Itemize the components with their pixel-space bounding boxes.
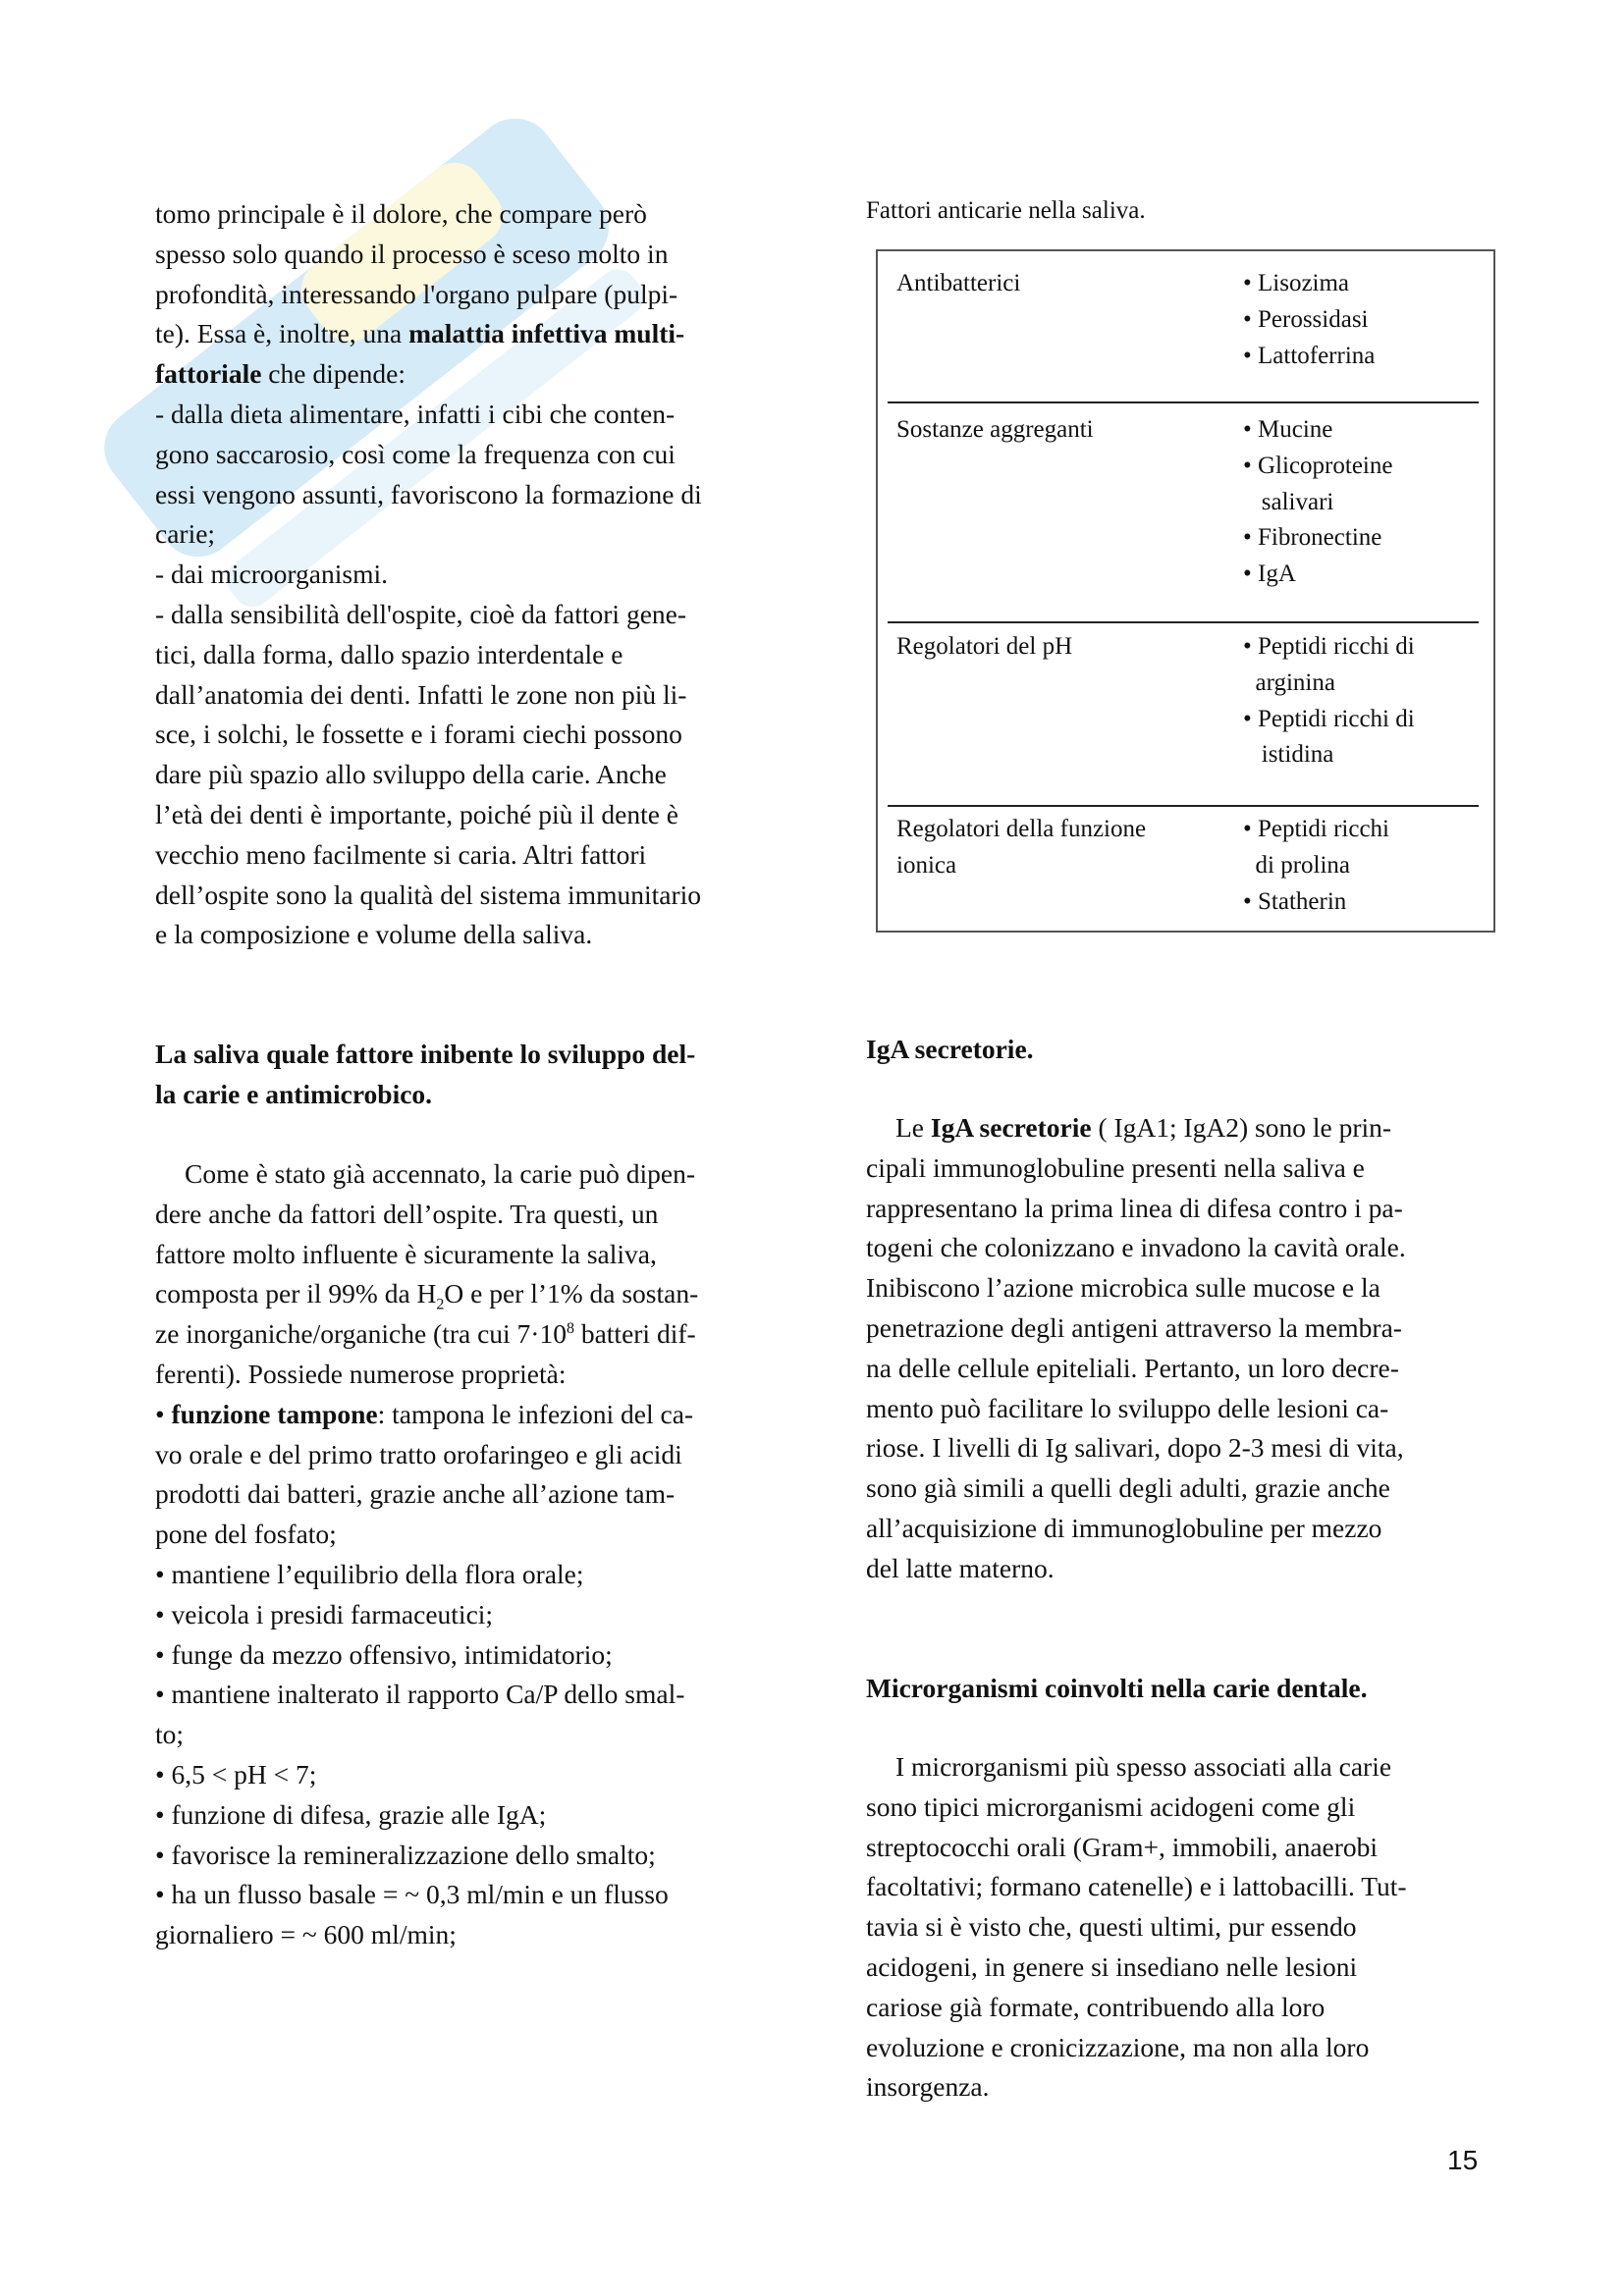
text-segment: • funge da mezzo offensivo, intimidatorio; xyxy=(155,1638,613,1670)
text-segment: • funzione di difesa, grazie alle IgA; xyxy=(155,1798,547,1830)
text-segment: I microrganismi più spesso associati alla carie xyxy=(895,1751,1392,1782)
text-line xyxy=(155,1395,698,1435)
text-segment: dare più spazio allo sviluppo della carie. Anche xyxy=(155,759,667,790)
text-segment: insorgenza. xyxy=(866,2071,990,2103)
text-line xyxy=(155,1474,698,1515)
text-line xyxy=(155,395,702,435)
text-line xyxy=(866,1268,1406,1308)
text-line xyxy=(866,1148,1406,1189)
text-segment: cipali immunoglobuline presenti nella saliva e xyxy=(866,1151,1365,1183)
text-segment: cariose già formate, contribuendo alla loro xyxy=(866,1991,1326,2022)
text-segment: ( IgA1; IgA2) sono le prin- xyxy=(1091,1112,1392,1143)
list-item: • Glicoproteine xyxy=(1243,452,1393,479)
text-segment: vo orale e del primo tratto orofaringeo e gli acidi xyxy=(155,1438,682,1469)
text-line xyxy=(155,235,702,275)
label-line: Regolatori della funzione xyxy=(896,816,1147,842)
saliva-section-heading xyxy=(155,1035,695,1115)
heading-line: la carie e antimicrobico. xyxy=(155,1078,433,1109)
text-segment: rappresentano la prima linea di difesa contro i pa- xyxy=(866,1192,1403,1223)
text-line xyxy=(866,1428,1406,1468)
list-item: di prolina xyxy=(1243,851,1351,879)
text-segment: - dalla sensibilità dell'ospite, cioè da fattori gene- xyxy=(155,598,687,629)
text-line xyxy=(155,876,702,916)
microorganisms-paragraph xyxy=(866,1747,1407,2108)
text-line xyxy=(155,1675,698,1715)
text-line xyxy=(155,1235,698,1275)
text-line xyxy=(155,354,702,395)
text-segment: funzione tampone xyxy=(171,1398,378,1429)
text-line xyxy=(866,1189,1406,1229)
text-segment: fattore molto influente è sicuramente la saliva, xyxy=(155,1238,657,1269)
label-line: Regolatori del pH xyxy=(896,633,1073,660)
text-line xyxy=(155,1795,698,1836)
table-row-items xyxy=(1243,812,1389,920)
text-segment: - dalla dieta alimentare, infatti i cibi che conten- xyxy=(155,398,676,429)
text-segment: prodotti dai batteri, grazie anche all’azione tam- xyxy=(155,1478,676,1510)
text-line xyxy=(155,715,702,755)
text-line xyxy=(866,1988,1407,2028)
text-line xyxy=(155,1435,698,1475)
text-line xyxy=(866,1228,1406,1268)
text-segment: sono tipici microrganismi acidogeni come gli xyxy=(866,1790,1356,1822)
list-item: salivari xyxy=(1243,488,1334,515)
text-line xyxy=(155,1355,698,1395)
text-segment: malattia infettiva multi- xyxy=(408,318,685,349)
text-line xyxy=(866,2028,1407,2068)
text-segment: evoluzione e cronicizzazione, ma non alla loro xyxy=(866,2031,1370,2062)
table-divider xyxy=(888,805,1479,807)
text-segment: gono saccarosio, così come la frequenza con cui xyxy=(155,438,676,469)
table-row-label xyxy=(896,812,1146,884)
text-line xyxy=(155,1635,698,1676)
text-line xyxy=(866,1907,1407,1948)
text-segment: tomo principale è il dolore, che compare però xyxy=(155,198,647,229)
text-line xyxy=(155,1555,698,1595)
text-segment: acidogeni, in genere si insediano nelle lesioni xyxy=(866,1950,1358,1982)
text-segment: giornaliero = ~ 600 ml/min; xyxy=(155,1919,457,1950)
text-line xyxy=(155,1915,698,1955)
text-segment: IgA secretorie xyxy=(930,1112,1092,1143)
text-segment: 2 xyxy=(436,1296,445,1313)
table-row-items xyxy=(1243,629,1415,774)
text-segment: vecchio meno facilmente si caria. Altri fattori xyxy=(155,838,647,870)
table-row-label xyxy=(896,629,1072,666)
text-segment: • favorisce la remineralizzazione dello smalto; xyxy=(155,1839,656,1870)
text-line xyxy=(866,1788,1407,1828)
text-line xyxy=(866,1349,1406,1389)
text-line xyxy=(155,314,702,354)
text-segment: • veicola i presidi farmaceutici; xyxy=(155,1598,494,1629)
saliva-paragraph xyxy=(155,1154,698,1955)
text-line xyxy=(155,635,702,675)
text-line xyxy=(155,1515,698,1555)
text-line xyxy=(866,1867,1407,1907)
text-segment: penetrazione degli antigeni attraverso la membra- xyxy=(866,1311,1402,1343)
text-segment: streptococchi orali (Gram+, immobili, anaerobi xyxy=(866,1831,1379,1862)
text-segment: • mantiene l’equilibrio della flora orale; xyxy=(155,1558,584,1589)
text-line xyxy=(866,1468,1406,1509)
text-segment: profondità, interessando l'organo pulpare (pulpi- xyxy=(155,278,678,309)
text-segment: ferenti). Possiede numerose proprietà: xyxy=(155,1358,567,1389)
table-divider xyxy=(888,401,1479,403)
table-caption: Fattori anticarie nella saliva. xyxy=(866,197,1146,224)
text-segment: O e per l’1% da sostan- xyxy=(444,1278,699,1309)
text-line xyxy=(155,1314,698,1355)
text-line xyxy=(155,1195,698,1235)
text-segment: composta per il 99% da H xyxy=(155,1278,437,1309)
text-segment: to; xyxy=(155,1719,185,1750)
text-line xyxy=(866,1308,1406,1349)
text-segment: : tampona le infezioni del ca- xyxy=(377,1398,694,1429)
text-segment: tavia si è visto che, questi ultimi, pur essendo xyxy=(866,1911,1357,1943)
text-line xyxy=(155,675,702,716)
table-divider xyxy=(888,621,1479,623)
iga-paragraph xyxy=(866,1108,1406,1589)
list-item: • Mucine xyxy=(1243,416,1333,443)
list-item: • Statherin xyxy=(1243,887,1347,915)
table-row-label xyxy=(896,412,1094,449)
text-segment: essi vengono assunti, favoriscono la formazione di xyxy=(155,478,702,509)
text-line xyxy=(155,275,702,315)
list-item: • Lattoferrina xyxy=(1243,342,1376,369)
text-line xyxy=(155,835,702,876)
text-segment: dere anche da fattori dell’ospite. Tra questi, un xyxy=(155,1198,659,1229)
text-line xyxy=(155,194,702,235)
text-line xyxy=(866,1549,1406,1589)
text-line xyxy=(866,1747,1407,1788)
text-segment: Come è stato già accennato, la carie può dipen- xyxy=(185,1158,695,1189)
text-segment: Inibiscono l’azione microbica sulle mucose e la xyxy=(866,1272,1380,1304)
text-line xyxy=(866,2067,1407,2108)
label-line: Sostanze aggreganti xyxy=(896,416,1094,443)
list-item: • Peptidi ricchi di xyxy=(1243,705,1415,732)
text-line xyxy=(155,915,702,955)
text-line xyxy=(155,1154,698,1195)
microorganisms-heading: Microrganismi coinvolti nella carie dentale. xyxy=(866,1673,1368,1703)
text-segment: del latte materno. xyxy=(866,1552,1055,1583)
text-line xyxy=(155,1595,698,1635)
list-item: istidina xyxy=(1243,741,1334,769)
page-number: 15 xyxy=(1447,2145,1479,2175)
table-row-label xyxy=(896,266,1020,302)
text-segment: sce, i solchi, le fossette e i forami ciechi possono xyxy=(155,719,682,750)
text-segment: che dipende: xyxy=(261,358,406,390)
text-segment: batteri dif- xyxy=(573,1318,696,1350)
list-item: arginina xyxy=(1243,668,1335,696)
text-segment: dell’ospite sono la qualità del sistema immunitario xyxy=(155,879,702,910)
text-segment: na delle cellule epiteliali. Pertanto, un loro decre- xyxy=(866,1352,1399,1383)
text-segment: • mantiene inalterato il rapporto Ca/P dello smal- xyxy=(155,1679,685,1710)
text-segment: 8 xyxy=(566,1320,574,1338)
list-item: • Peptidi ricchi xyxy=(1243,816,1389,842)
text-segment: Le xyxy=(895,1112,931,1143)
list-item: • Peptidi ricchi di xyxy=(1243,633,1415,660)
text-segment: fattoriale xyxy=(155,358,262,390)
text-line xyxy=(155,435,702,475)
list-item: • IgA xyxy=(1243,561,1296,588)
iga-heading: IgA secretorie. xyxy=(866,1034,1034,1064)
text-segment: carie; xyxy=(155,518,216,550)
text-line xyxy=(155,475,702,515)
text-line xyxy=(155,555,702,595)
list-item: • Fibronectine xyxy=(1243,524,1382,552)
text-segment: - dai microorganismi. xyxy=(155,559,389,590)
text-segment: dall’anatomia dei denti. Infatti le zone non più li- xyxy=(155,678,687,710)
text-line xyxy=(155,1274,698,1314)
text-segment: • xyxy=(155,1398,172,1429)
text-segment: e la composizione e volume della saliva. xyxy=(155,919,593,950)
list-item: • Lisozima xyxy=(1243,270,1350,296)
text-line xyxy=(155,1755,698,1795)
text-line xyxy=(155,755,702,795)
text-segment: pone del fosfato; xyxy=(155,1519,337,1550)
label-line: Antibatterici xyxy=(896,270,1021,296)
text-line xyxy=(866,1828,1407,1868)
text-segment: spesso solo quando il processo è sceso molto in xyxy=(155,238,669,269)
table-row-items xyxy=(1243,266,1375,374)
text-line xyxy=(866,1509,1406,1549)
text-segment: all’acquisizione di immunoglobuline per mezzo xyxy=(866,1512,1382,1543)
text-segment: sono già simili a quelli degli adulti, grazie anche xyxy=(866,1472,1390,1504)
text-segment: te). Essa è, inoltre, una xyxy=(155,318,409,349)
text-segment: riose. I livelli di Ig salivari, dopo 2-3 mesi di vita, xyxy=(866,1432,1404,1464)
text-segment: mento può facilitare lo sviluppo delle lesioni ca- xyxy=(866,1392,1389,1423)
text-line xyxy=(866,1389,1406,1429)
table-row-items xyxy=(1243,412,1392,593)
text-line xyxy=(155,514,702,555)
text-segment: ze inorganiche/organiche (tra cui 7·10 xyxy=(155,1318,567,1350)
text-line xyxy=(866,1108,1406,1148)
text-line xyxy=(155,1875,698,1915)
text-line xyxy=(155,1836,698,1876)
label-line: ionica xyxy=(896,851,957,879)
text-line xyxy=(866,1948,1407,1988)
text-segment: • 6,5 < pH < 7; xyxy=(155,1758,317,1789)
text-line xyxy=(155,595,702,635)
text-segment: facoltativi; formano catenelle) e i lattobacilli. Tut- xyxy=(866,1871,1407,1902)
text-segment: tici, dalla forma, dallo spazio interdentale e xyxy=(155,638,623,669)
heading-line: La saliva quale fattore inibente lo sviluppo del- xyxy=(155,1039,696,1069)
text-line xyxy=(155,795,702,835)
text-segment: • ha un flusso basale = ~ 0,3 ml/min e un flusso xyxy=(155,1879,669,1910)
intro-paragraph xyxy=(155,194,702,955)
text-line xyxy=(155,1715,698,1755)
text-segment: togeni che colonizzano e invadono la cavità orale. xyxy=(866,1232,1406,1263)
list-item: • Perossidasi xyxy=(1243,305,1369,333)
text-segment: l’età dei denti è importante, poiché più il dente è xyxy=(155,798,679,829)
